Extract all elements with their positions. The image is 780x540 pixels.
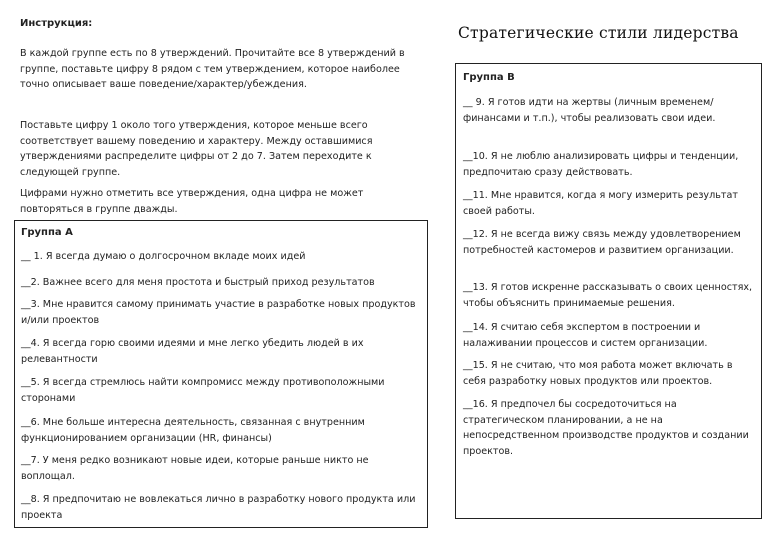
group-b-item-12[interactable]: __12. Я не всегда вижу связь между удовлетворением потребностей кастомеров и развитием организации. bbox=[463, 229, 741, 256]
instructions-title: Инструкция: bbox=[20, 18, 93, 29]
group-a-item-7[interactable]: __7. У меня редко возникают новые идеи, которые раньше никто не воплощал. bbox=[21, 455, 369, 482]
group-b-item-16[interactable]: __16. Я предпочел бы сосредоточиться на стратегическом планировании, а не на непосредственном производстве продуктов и создании проектов. bbox=[463, 399, 749, 457]
group-b-item-11[interactable]: __11. Мне нравится, когда я могу измерить результат своей работы. bbox=[463, 190, 738, 217]
group-b-box bbox=[455, 63, 762, 519]
group-b-title: Группа В bbox=[463, 72, 515, 83]
instructions-paragraph-3: Цифрами нужно отметить все утверждения, одна цифра не может повторяться в группе дважды. bbox=[20, 188, 364, 215]
group-a-item-5[interactable]: __5. Я всегда стремлюсь найти компромисс между противоположными сторонами bbox=[21, 377, 385, 404]
group-a-item-6[interactable]: __6. Мне больше интересна деятельность, связанная с внутренним функционированием организации (HR, финансы) bbox=[21, 417, 365, 444]
instructions-paragraph-2: Поставьте цифру 1 около того утверждения, которое меньше всего соответствует вашему поведению и характеру. Между оставшимися утверждениями распределите цифры от 2 до 7. Затем переходите к следующей группе. bbox=[20, 120, 373, 178]
group-a-title: Группа А bbox=[21, 227, 73, 238]
instructions-paragraph-1: В каждой группе есть по 8 утверждений. Прочитайте все 8 утверждений в группе, поставьте цифру 8 рядом с тем утверждением, которое наиболее точно описывает ваше поведение/характер/убеждения. bbox=[20, 48, 405, 90]
group-a-box bbox=[14, 220, 428, 528]
group-b-item-15[interactable]: __15. Я не считаю, что моя работа может включать в себя разработку новых продуктов или проектов. bbox=[463, 360, 733, 387]
group-a-item-4[interactable]: __4. Я всегда горю своими идеями и мне легко убедить людей в их релевантности bbox=[21, 338, 364, 365]
group-a-item-8[interactable]: __8. Я предпочитаю не вовлекаться лично в разработку нового продукта или проекта bbox=[21, 494, 416, 521]
group-a-item-3[interactable]: __3. Мне нравится самому принимать участие в разработке новых продуктов и/или проектов bbox=[21, 299, 416, 326]
group-b-item-14[interactable]: __14. Я считаю себя экспертом в построении и налаживании процессов и систем организации. bbox=[463, 322, 708, 349]
group-b-item-9[interactable]: __ 9. Я готов идти на жертвы (личным временем/финансами и т.п.), чтобы реализовать свои идеи. bbox=[463, 97, 716, 124]
group-b-item-13[interactable]: __13. Я готов искренне рассказывать о своих ценностях, чтобы объяснить принимаемые решения. bbox=[463, 282, 753, 309]
group-a-item-1[interactable]: __ 1. Я всегда думаю о долгосрочном вкладе моих идей bbox=[21, 251, 306, 262]
document-title: Стратегические стили лидерства bbox=[458, 24, 739, 42]
group-b-item-10[interactable]: __10. Я не люблю анализировать цифры и тенденции, предпочитаю сразу действовать. bbox=[463, 151, 739, 178]
group-a-item-2[interactable]: __2. Важнее всего для меня простота и быстрый приход результатов bbox=[21, 277, 375, 288]
